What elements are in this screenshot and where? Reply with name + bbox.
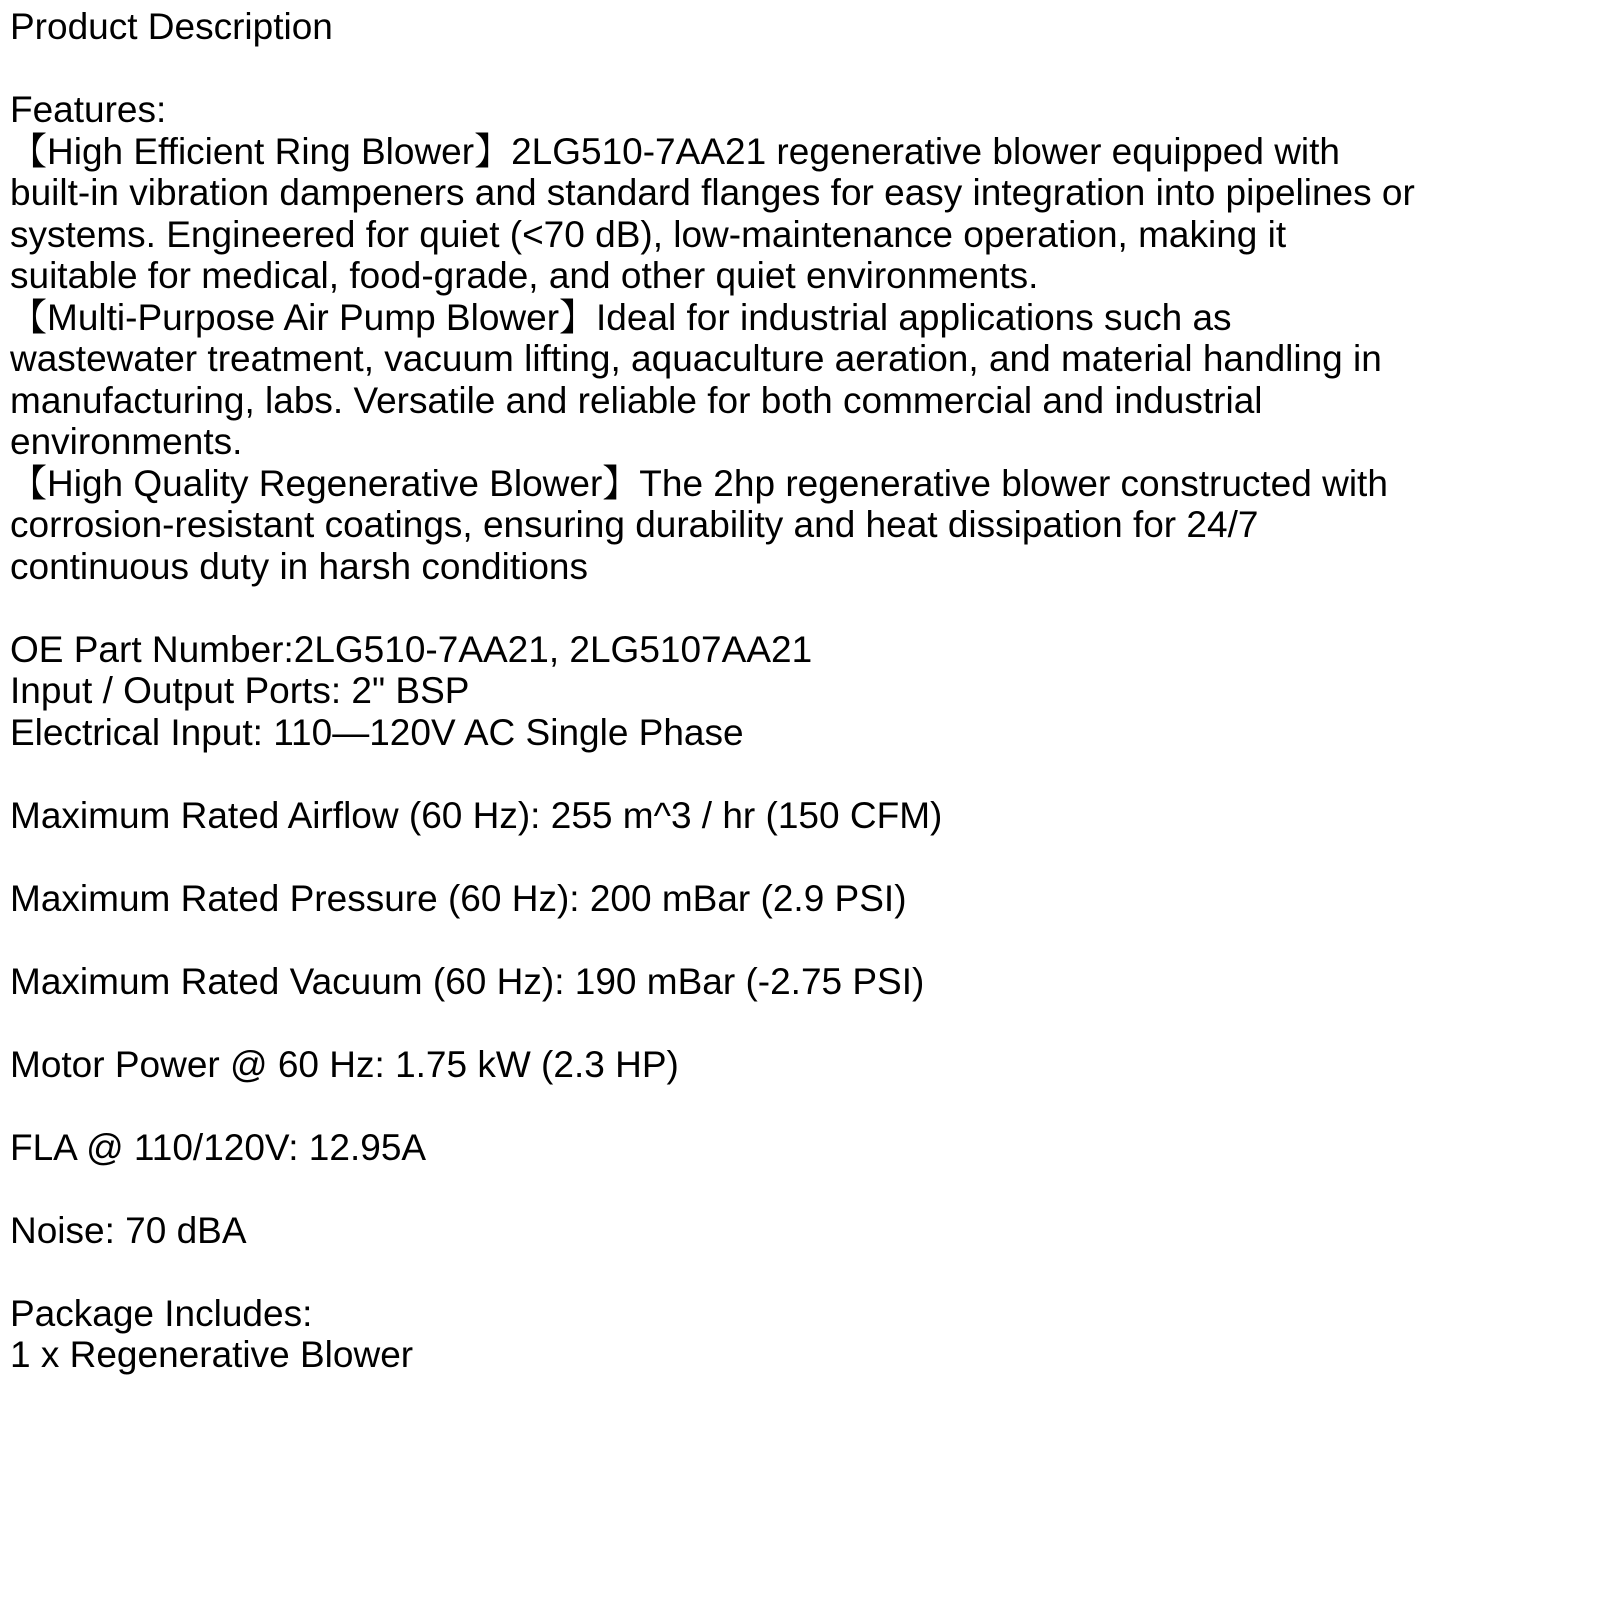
feature-multi-purpose bbox=[10, 297, 1595, 463]
spec-oe-part-number: OE Part Number:2LG510-7AA21, 2LG5107AA21 bbox=[10, 628, 813, 670]
feature-line: 【High Efficient Ring Blower】2LG510-7AA21 regenerative blower equipped with bbox=[10, 130, 1341, 172]
feature-line: 【High Quality Regenerative Blower】The 2hp regenerative blower constructed with bbox=[10, 462, 1388, 504]
feature-high-efficient bbox=[10, 131, 1595, 297]
feature-high-quality bbox=[10, 463, 1595, 588]
spec-fla: FLA @ 110/120V: 12.95A bbox=[10, 1126, 427, 1168]
spacer bbox=[10, 1251, 1595, 1293]
spec-ports: Input / Output Ports: 2" BSP bbox=[10, 670, 470, 711]
spacer bbox=[10, 836, 1595, 878]
feature-line: corrosion-resistant coatings, ensuring durability and heat dissipation for 24/7 bbox=[10, 504, 1259, 545]
feature-line: manufacturing, labs. Versatile and reliable for both commercial and industrial bbox=[10, 379, 1263, 421]
spec-pressure: Maximum Rated Pressure (60 Hz): 200 mBar (2.9 PSI) bbox=[10, 877, 907, 919]
spec-motor-power: Motor Power @ 60 Hz: 1.75 kW (2.3 HP) bbox=[10, 1043, 679, 1085]
feature-line: systems. Engineered for quiet (<70 dB), low-maintenance operation, making it bbox=[10, 213, 1287, 255]
feature-line: environments. bbox=[10, 421, 243, 462]
feature-line: built-in vibration dampeners and standard flanges for easy integration into pipelines or bbox=[10, 172, 1415, 213]
page-title: Product Description bbox=[10, 6, 333, 47]
package-label: Package Includes: bbox=[10, 1292, 313, 1334]
spacer bbox=[10, 1168, 1595, 1210]
feature-line: 【Multi-Purpose Air Pump Blower】Ideal for industrial applications such as bbox=[10, 296, 1232, 338]
feature-line: continuous duty in harsh conditions bbox=[10, 545, 588, 587]
features-label: Features: bbox=[10, 89, 167, 130]
spacer bbox=[10, 753, 1595, 795]
spacer bbox=[10, 587, 1595, 629]
product-description-document bbox=[10, 6, 1595, 1376]
package-item: 1 x Regenerative Blower bbox=[10, 1334, 414, 1375]
spacer bbox=[10, 919, 1595, 961]
spacer bbox=[10, 48, 1595, 90]
spec-electrical-input: Electrical Input: 110—120V AC Single Phase bbox=[10, 711, 744, 753]
feature-line: wastewater treatment, vacuum lifting, aquaculture aeration, and material handling in bbox=[10, 338, 1382, 379]
spec-vacuum: Maximum Rated Vacuum (60 Hz): 190 mBar (-2.75 PSI) bbox=[10, 960, 925, 1002]
spec-noise: Noise: 70 dBA bbox=[10, 1209, 247, 1251]
spec-airflow: Maximum Rated Airflow (60 Hz): 255 m^3 / hr (150 CFM) bbox=[10, 794, 943, 836]
spacer bbox=[10, 1002, 1595, 1044]
spacer bbox=[10, 1085, 1595, 1127]
feature-line: suitable for medical, food-grade, and other quiet environments. bbox=[10, 255, 1039, 296]
